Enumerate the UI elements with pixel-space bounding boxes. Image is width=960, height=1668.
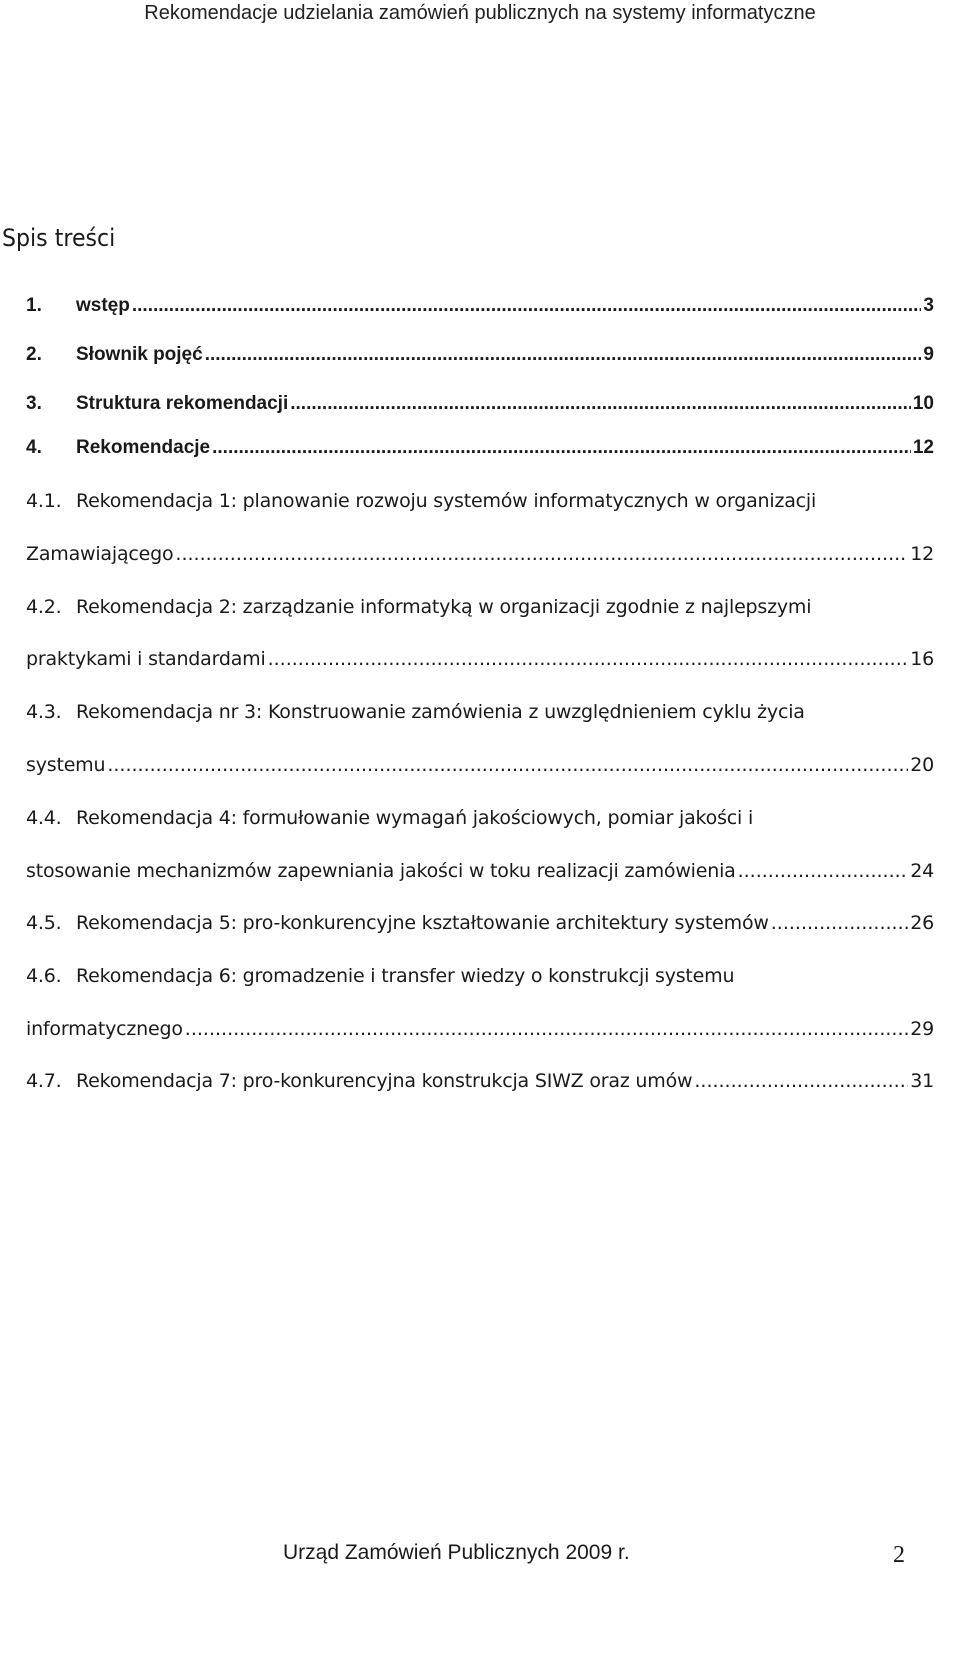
toc-entry-page: 24	[910, 860, 934, 882]
toc-entry-number: 4.6.	[26, 965, 62, 987]
dot-leader	[290, 389, 911, 419]
toc-entry-text: Rekomendacja 2: zarządzanie informatyką w organizacji zgodnie z najlepszymi	[76, 596, 812, 618]
toc-entry-text: Rekomendacja 1: planowanie rozwoju systemów informatycznych w organizacji	[76, 490, 817, 512]
toc-entry-page: 26	[910, 912, 934, 934]
toc-entry-number: 4.	[26, 437, 42, 458]
toc-entry-number: 4.1.	[26, 490, 62, 512]
toc-entry-page: 12	[912, 437, 934, 458]
dot-leader	[205, 340, 922, 370]
toc-entry-text: Rekomendacja 7: pro-konkurencyjna konstrukcja SIWZ oraz umów	[76, 1070, 693, 1092]
toc-entry-number: 3.	[26, 393, 42, 414]
page-number: 2	[893, 1542, 905, 1568]
toc-entry-number: 4.7.	[26, 1070, 62, 1092]
toc-entry-2[interactable]	[26, 340, 934, 370]
toc-entry-page: 12	[910, 543, 934, 565]
toc-entry-text: Słownik pojęć	[76, 344, 203, 365]
dot-leader	[185, 1014, 908, 1044]
toc-entry-text: Struktura rekomendacji	[76, 393, 289, 414]
dot-leader	[107, 750, 908, 780]
dot-leader	[268, 644, 909, 674]
dot-leader	[771, 908, 908, 938]
toc-entry-text: stosowanie mechanizmów zapewniania jakości w toku realizacji zamówienia	[26, 860, 736, 882]
toc-entry-4-1[interactable]	[26, 486, 934, 516]
running-header: Rekomendacje udzielania zamówień publicznych na systemy informatyczne	[144, 2, 816, 24]
toc-entry-page: 29	[910, 1018, 934, 1040]
dot-leader	[175, 539, 908, 569]
toc-entry-text: wstęp	[76, 295, 130, 316]
toc-entry-4-4-cont[interactable]	[26, 856, 934, 886]
toc-entry-text: praktykami i standardami	[26, 648, 266, 670]
toc-entry-4-3[interactable]	[26, 697, 934, 727]
toc-entry-number: 1.	[26, 295, 42, 316]
toc-entry-text: Rekomendacja 5: pro-konkurencyjne kształtowanie architektury systemów	[76, 912, 769, 934]
toc-entry-4-5[interactable]	[26, 908, 934, 938]
toc-entry-1[interactable]	[26, 291, 934, 321]
toc-entry-page: 3	[923, 295, 934, 316]
dot-leader	[738, 856, 909, 886]
toc-entry-4-1-cont[interactable]	[26, 539, 934, 569]
toc-entry-text: Rekomendacje	[76, 437, 211, 458]
toc-entry-text: Rekomendacja nr 3: Konstruowanie zamówienia z uwzględnieniem cyklu życia	[76, 701, 805, 723]
toc-entry-number: 4.2.	[26, 596, 62, 618]
toc-entry-4[interactable]	[26, 433, 934, 463]
toc-entry-number: 2.	[26, 344, 42, 365]
toc-entry-4-2[interactable]	[26, 592, 934, 622]
toc-title: Spis treści	[2, 224, 116, 252]
dot-leader	[212, 433, 911, 463]
toc-entry-page: 9	[923, 344, 934, 365]
toc-entry-page: 10	[912, 393, 934, 414]
toc-entry-4-6[interactable]	[26, 961, 934, 991]
dot-leader	[694, 1066, 908, 1096]
toc-entry-number: 4.5.	[26, 912, 62, 934]
toc-entry-4-6-cont[interactable]	[26, 1014, 934, 1044]
toc-entry-4-2-cont[interactable]	[26, 644, 934, 674]
toc-entry-text: Rekomendacja 6: gromadzenie i transfer wiedzy o konstrukcji systemu	[76, 965, 735, 987]
toc-entry-number: 4.3.	[26, 701, 62, 723]
toc-entry-text: Rekomendacja 4: formułowanie wymagań jakościowych, pomiar jakości i	[76, 807, 754, 829]
toc-entry-4-4[interactable]	[26, 803, 934, 833]
toc-entry-text: informatycznego	[26, 1018, 183, 1040]
toc-entry-page: 16	[910, 648, 934, 670]
footer-text: Urząd Zamówień Publicznych 2009 r.	[283, 1541, 630, 1564]
toc-entry-text: systemu	[26, 754, 106, 776]
toc-entry-text: Zamawiającego	[26, 543, 174, 565]
toc-entry-4-7[interactable]	[26, 1066, 934, 1096]
toc-entry-page: 20	[910, 754, 934, 776]
toc-entry-number: 4.4.	[26, 807, 62, 829]
dot-leader	[132, 291, 922, 321]
toc-entry-3[interactable]	[26, 389, 934, 419]
toc-entry-4-3-cont[interactable]	[26, 750, 934, 780]
toc-entry-page: 31	[910, 1070, 934, 1092]
